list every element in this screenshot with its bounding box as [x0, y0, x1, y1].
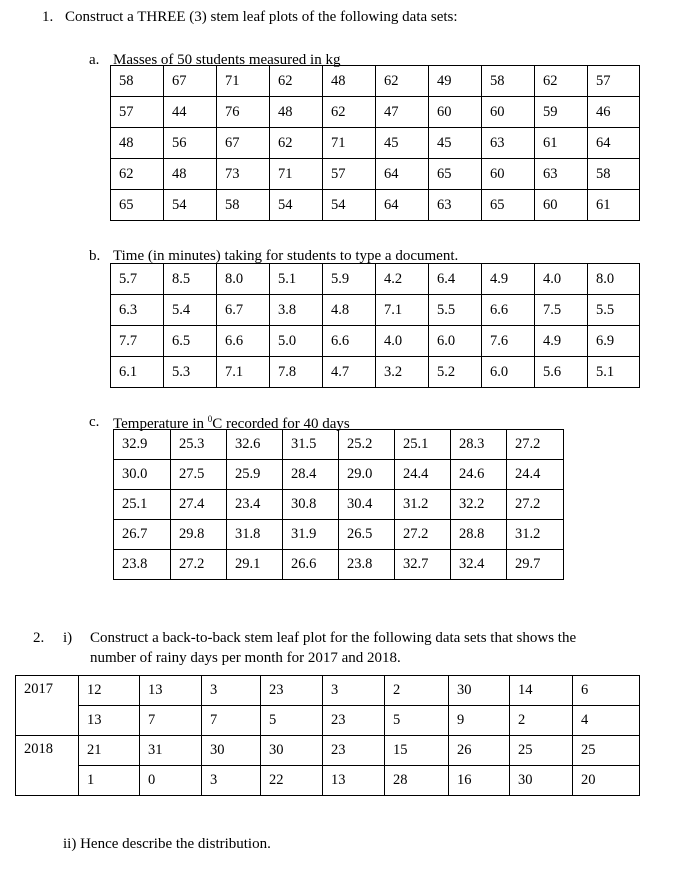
table-cell: 58	[482, 66, 535, 97]
table-cell: 6.9	[588, 326, 640, 357]
table-cell: 5.2	[429, 357, 482, 388]
table-cell: 13	[323, 766, 385, 796]
table-cell: 4.0	[535, 264, 588, 295]
table-cell: 62	[270, 128, 323, 159]
table-cell: 32.6	[227, 430, 283, 460]
masses-table	[110, 65, 640, 221]
table-cell: 31	[140, 736, 202, 766]
table-row	[114, 550, 564, 580]
table-cell: 16	[449, 766, 510, 796]
table-cell: 58	[111, 66, 164, 97]
q2-part-i: i)	[63, 630, 73, 646]
table-cell: 27.2	[395, 520, 451, 550]
table-cell: 8.5	[164, 264, 217, 295]
table-cell: 27.5	[171, 460, 227, 490]
table-cell: 54	[270, 190, 323, 221]
table-cell: 29.7	[507, 550, 564, 580]
table-cell: 9	[449, 706, 510, 736]
q1a-caption: Masses of 50 students measured in kg	[113, 52, 341, 68]
table-cell: 62	[376, 66, 429, 97]
table-cell: 60	[429, 97, 482, 128]
table-cell: 1	[79, 766, 140, 796]
table-cell: 4	[573, 706, 640, 736]
table-cell: 48	[164, 159, 217, 190]
q1b-letter: b.	[89, 248, 101, 264]
table-cell: 5.7	[111, 264, 164, 295]
table-cell: 57	[111, 97, 164, 128]
table-row	[114, 460, 564, 490]
table-cell: 5.0	[270, 326, 323, 357]
table-cell: 71	[217, 66, 270, 97]
table-cell: 7.5	[535, 295, 588, 326]
table-cell: 6.6	[323, 326, 376, 357]
table-cell: 65	[429, 159, 482, 190]
table-cell: 30	[261, 736, 323, 766]
table-cell: 31.2	[395, 490, 451, 520]
table-cell: 6.6	[217, 326, 270, 357]
table-cell: 63	[482, 128, 535, 159]
table-cell: 58	[217, 190, 270, 221]
table-cell: 71	[323, 128, 376, 159]
table-cell: 13	[79, 706, 140, 736]
table-cell: 26.5	[339, 520, 395, 550]
table-cell: 3	[202, 676, 261, 706]
table-cell: 48	[323, 66, 376, 97]
typing-time-table	[110, 263, 640, 388]
table-cell: 5.5	[429, 295, 482, 326]
table-cell: 60	[535, 190, 588, 221]
table-row	[111, 97, 640, 128]
table-row	[111, 326, 640, 357]
table-cell: 60	[482, 159, 535, 190]
table-cell: 25.3	[171, 430, 227, 460]
table-row	[111, 357, 640, 388]
table-cell: 4.0	[376, 326, 429, 357]
q1c-letter: c.	[89, 414, 100, 430]
table-cell: 25.2	[339, 430, 395, 460]
table-cell: 48	[111, 128, 164, 159]
table-cell: 30.8	[283, 490, 339, 520]
table-cell: 5.9	[323, 264, 376, 295]
table-cell: 28.8	[451, 520, 507, 550]
table-cell: 5.5	[588, 295, 640, 326]
table-cell: 5.6	[535, 357, 588, 388]
table-cell: 25.9	[227, 460, 283, 490]
table-cell: 7.1	[376, 295, 429, 326]
table-cell: 15	[385, 736, 449, 766]
q1a-letter: a.	[89, 52, 100, 68]
table-row	[16, 706, 640, 736]
table-row	[16, 676, 640, 706]
table-row	[111, 295, 640, 326]
table-row	[111, 66, 640, 97]
year-label: 2017	[16, 676, 79, 736]
table-cell: 29.1	[227, 550, 283, 580]
year-label: 2018	[16, 736, 79, 796]
table-cell: 32.2	[451, 490, 507, 520]
table-cell: 31.9	[283, 520, 339, 550]
table-cell: 57	[588, 66, 640, 97]
table-cell: 5.4	[164, 295, 217, 326]
table-cell: 0	[140, 766, 202, 796]
table-cell: 22	[261, 766, 323, 796]
table-cell: 44	[164, 97, 217, 128]
table-cell: 4.2	[376, 264, 429, 295]
table-cell: 48	[270, 97, 323, 128]
table-cell: 7.1	[217, 357, 270, 388]
table-cell: 27.2	[507, 430, 564, 460]
table-cell: 62	[111, 159, 164, 190]
table-cell: 24.4	[395, 460, 451, 490]
table-cell: 6.4	[429, 264, 482, 295]
table-cell: 29.8	[171, 520, 227, 550]
table-cell: 27.4	[171, 490, 227, 520]
table-cell: 24.4	[507, 460, 564, 490]
table-cell: 21	[79, 736, 140, 766]
table-cell: 4.9	[482, 264, 535, 295]
table-cell: 7	[202, 706, 261, 736]
table-cell: 20	[573, 766, 640, 796]
table-cell: 26	[449, 736, 510, 766]
table-cell: 6.1	[111, 357, 164, 388]
table-cell: 67	[217, 128, 270, 159]
table-cell: 13	[140, 676, 202, 706]
table-cell: 32.7	[395, 550, 451, 580]
table-cell: 62	[535, 66, 588, 97]
table-cell: 30.0	[114, 460, 171, 490]
table-cell: 62	[323, 97, 376, 128]
q1b-caption: Time (in minutes) taking for students to type a document.	[113, 248, 459, 264]
table-cell: 71	[270, 159, 323, 190]
table-cell: 12	[79, 676, 140, 706]
table-cell: 23.4	[227, 490, 283, 520]
table-cell: 25	[510, 736, 573, 766]
table-cell: 49	[429, 66, 482, 97]
table-cell: 5.1	[588, 357, 640, 388]
temperature-table	[113, 429, 564, 580]
table-cell: 54	[323, 190, 376, 221]
table-cell: 7.6	[482, 326, 535, 357]
table-cell: 6.6	[482, 295, 535, 326]
table-row	[114, 430, 564, 460]
table-row	[111, 264, 640, 295]
table-cell: 31.5	[283, 430, 339, 460]
table-cell: 30	[510, 766, 573, 796]
table-row	[114, 490, 564, 520]
table-cell: 23.8	[114, 550, 171, 580]
table-cell: 14	[510, 676, 573, 706]
degree-superscript: 0	[207, 414, 213, 424]
table-cell: 27.2	[507, 490, 564, 520]
table-cell: 28.3	[451, 430, 507, 460]
table-cell: 26.6	[283, 550, 339, 580]
q2-number: 2.	[33, 630, 45, 646]
table-cell: 5.3	[164, 357, 217, 388]
table-cell: 6	[573, 676, 640, 706]
table-cell: 23	[261, 676, 323, 706]
table-cell: 59	[535, 97, 588, 128]
q1c-caption-post: C recorded for 40 days	[212, 416, 350, 432]
q2-instruction-line1: Construct a back-to-back stem leaf plot for the following data sets that shows the	[90, 630, 577, 646]
table-cell: 4.8	[323, 295, 376, 326]
table-row	[111, 190, 640, 221]
table-cell: 6.5	[164, 326, 217, 357]
table-cell: 6.0	[429, 326, 482, 357]
table-cell: 67	[164, 66, 217, 97]
table-cell: 45	[376, 128, 429, 159]
table-cell: 54	[164, 190, 217, 221]
table-cell: 26.7	[114, 520, 171, 550]
q1-number: 1.	[42, 9, 54, 25]
table-cell: 62	[270, 66, 323, 97]
table-cell: 28	[385, 766, 449, 796]
table-cell: 27.2	[171, 550, 227, 580]
table-cell: 65	[111, 190, 164, 221]
table-cell: 24.6	[451, 460, 507, 490]
q2-part-ii: ii) Hence describe the distribution.	[63, 836, 271, 852]
table-cell: 64	[376, 190, 429, 221]
table-cell: 6.3	[111, 295, 164, 326]
table-cell: 5	[261, 706, 323, 736]
table-cell: 4.7	[323, 357, 376, 388]
table-cell: 76	[217, 97, 270, 128]
table-cell: 7.8	[270, 357, 323, 388]
table-cell: 64	[376, 159, 429, 190]
table-cell: 47	[376, 97, 429, 128]
q2-instruction-line2: number of rainy days per month for 2017 and 2018.	[90, 650, 401, 666]
table-cell: 6.0	[482, 357, 535, 388]
table-row	[111, 128, 640, 159]
table-cell: 46	[588, 97, 640, 128]
table-cell: 29.0	[339, 460, 395, 490]
table-cell: 3	[323, 676, 385, 706]
table-cell: 63	[429, 190, 482, 221]
table-cell: 31.2	[507, 520, 564, 550]
table-cell: 60	[482, 97, 535, 128]
table-cell: 7.7	[111, 326, 164, 357]
table-cell: 57	[323, 159, 376, 190]
table-cell: 6.7	[217, 295, 270, 326]
table-cell: 23	[323, 706, 385, 736]
table-cell: 25.1	[114, 490, 171, 520]
table-cell: 65	[482, 190, 535, 221]
table-cell: 31.8	[227, 520, 283, 550]
q1-instruction: Construct a THREE (3) stem leaf plots of the following data sets:	[65, 9, 458, 25]
table-cell: 3.8	[270, 295, 323, 326]
table-cell: 61	[588, 190, 640, 221]
table-cell: 63	[535, 159, 588, 190]
table-cell: 8.0	[588, 264, 640, 295]
table-cell: 5.1	[270, 264, 323, 295]
table-cell: 64	[588, 128, 640, 159]
table-row	[114, 520, 564, 550]
table-cell: 7	[140, 706, 202, 736]
table-row	[16, 736, 640, 766]
table-cell: 58	[588, 159, 640, 190]
table-cell: 2	[385, 676, 449, 706]
table-cell: 23	[323, 736, 385, 766]
table-cell: 3	[202, 766, 261, 796]
q1c-caption-pre: Temperature in	[113, 416, 208, 432]
table-cell: 8.0	[217, 264, 270, 295]
table-cell: 32.4	[451, 550, 507, 580]
table-cell: 56	[164, 128, 217, 159]
table-cell: 25	[573, 736, 640, 766]
table-cell: 61	[535, 128, 588, 159]
rainy-days-table	[15, 675, 640, 796]
table-row	[111, 159, 640, 190]
table-cell: 2	[510, 706, 573, 736]
table-cell: 45	[429, 128, 482, 159]
table-cell: 30	[449, 676, 510, 706]
table-row	[16, 766, 640, 796]
table-cell: 30	[202, 736, 261, 766]
table-cell: 5	[385, 706, 449, 736]
table-cell: 30.4	[339, 490, 395, 520]
table-cell: 73	[217, 159, 270, 190]
table-cell: 4.9	[535, 326, 588, 357]
table-cell: 3.2	[376, 357, 429, 388]
table-cell: 32.9	[114, 430, 171, 460]
table-cell: 25.1	[395, 430, 451, 460]
table-cell: 28.4	[283, 460, 339, 490]
table-cell: 23.8	[339, 550, 395, 580]
